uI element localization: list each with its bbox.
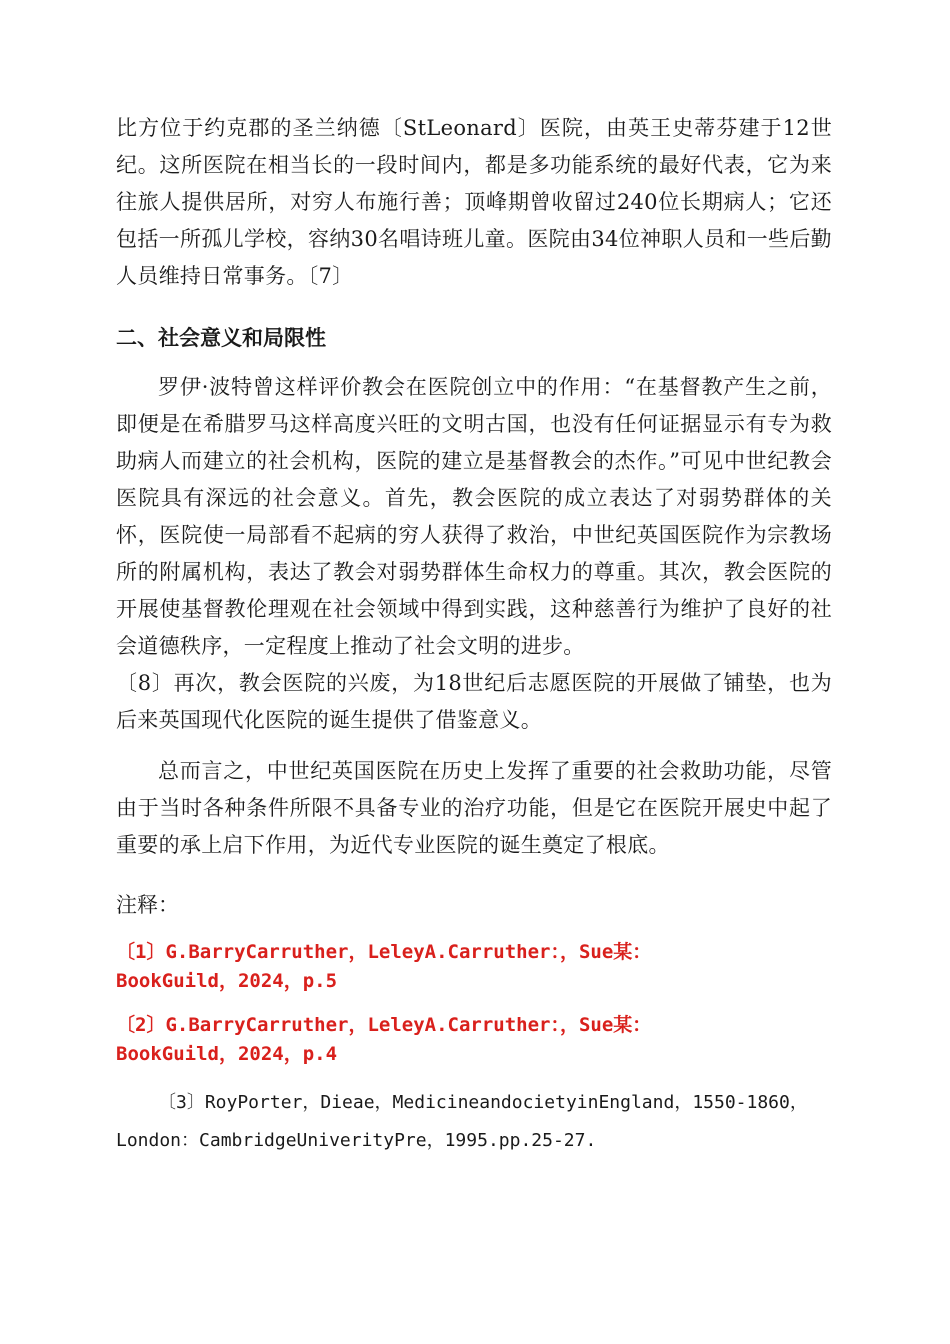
reference-1-line-2: BookGuild，2024，p.5 xyxy=(116,970,338,992)
notes-label: 注释： xyxy=(116,893,179,917)
reference-2 xyxy=(116,1011,832,1069)
section-heading: 二、社会意义和局限性 xyxy=(116,326,326,350)
reference-2-line-1: 〔2〕G.BarryCarruther，LeleyA.Carruther：，Sue某： xyxy=(116,1014,652,1036)
reference-1 xyxy=(116,938,832,996)
body-paragraph-2-continued: 〔8〕再次，教会医院的兴废，为18世纪后志愿医院的开展做了铺垫，也为后来英国现代化医院的诞生提供了借鉴意义。 xyxy=(116,671,832,732)
reference-2-line-2: BookGuild，2024，p.4 xyxy=(116,1043,338,1065)
body-paragraph-2: 罗伊·波特曾这样评价教会在医院创立中的作用：“在基督教产生之前，即便是在希腊罗马这样高度兴旺的文明古国，也没有任何证据显示有专为救助病人而建立的社会机构，医院的建立是基督教会的杰作。”可见中世纪教会医院具有深远的社会意义。首先，教会医院的成立表达了对弱势群体的关怀，医院使一局部看不起病的穷人获得了救治，中世纪英国医院作为宗教场所的附属机构，表达了教会对弱势群体生命权力的尊重。其次，教会医院的开展使基督教伦理观在社会领域中得到实践，这种慈善行为维护了良好的社会道德秩序，一定程度上推动了社会文明的进步。 xyxy=(116,375,832,658)
body-paragraph-1: 比方位于约克郡的圣兰纳德〔StLeonard〕医院，由英王史蒂芬建于12世纪。这所医院在相当长的一段时间内，都是多功能系统的最好代表，它为来往旅人提供居所，对穷人布施行善；顶峰期曾收留过240位长期病人；它还包括一所孤儿学校，容纳30名唱诗班儿童。医院由34位神职人员和一些后勤人员维持日常事务。〔7〕 xyxy=(116,116,832,288)
body-paragraph-3: 总而言之，中世纪英国医院在历史上发挥了重要的社会救助功能，尽管由于当时各种条件所限不具备专业的治疗功能，但是它在医院开展史中起了重要的承上启下作用，为近代专业医院的诞生奠定了根底。 xyxy=(116,759,832,857)
reference-1-line-1: 〔1〕G.BarryCarruther，LeleyA.Carruther：，Sue某： xyxy=(116,941,652,963)
document-page xyxy=(116,110,832,1160)
reference-3: 〔3〕RoyPorter，Dieae，MedicineandocietyinEngland，1550-1860，London：CambridgeUniverityPre，1995.pp.25-27. xyxy=(116,1092,808,1151)
